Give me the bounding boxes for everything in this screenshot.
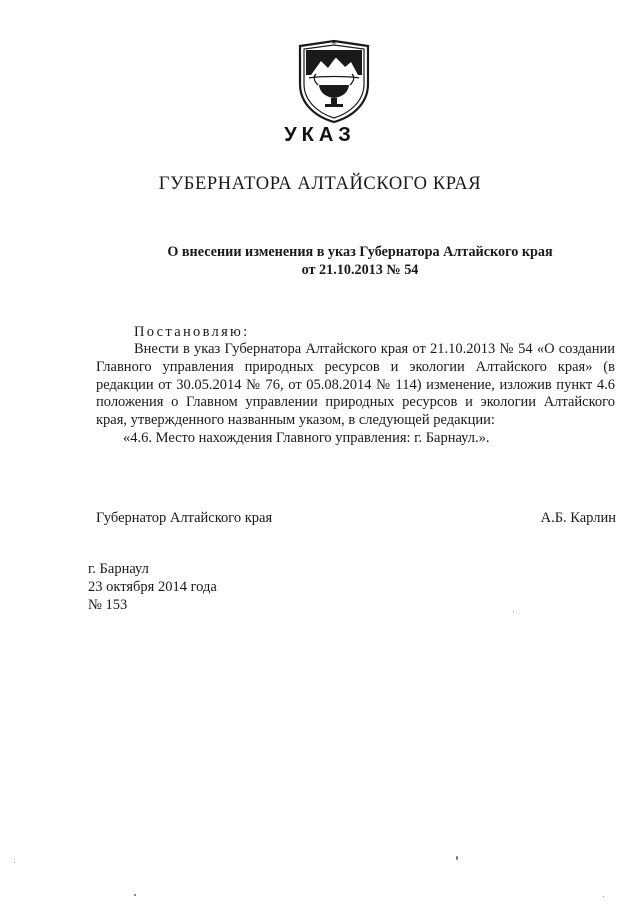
body-quote: «4.6. Место нахождения Главного управления: г. Барнаул.». (123, 429, 490, 446)
body-paragraph: Внести в указ Губернатора Алтайского края от 21.10.2013 № 54 «О создании Главного управления природных ресурсов и экологии Алтайского края» (в редакции от 30.05.2014 № 76, от 05.08.2014 № 114) изменение, изложив пункт 4.6 положения о Главном управлении природных ресурсов и экологии Алтайского края, утвержденного названным указом, в следующей редакции: (96, 341, 615, 429)
signatory-name: А.Б. Карлин (540, 510, 616, 526)
issue-date: 23 октября 2014 года (88, 579, 217, 595)
altai-krai-coat-of-arms-icon (293, 38, 375, 124)
scan-speck (456, 856, 458, 860)
scan-speck (134, 894, 136, 896)
decree-body (96, 341, 615, 448)
issue-place: г. Барнаул (88, 561, 149, 577)
scan-speck (513, 611, 514, 612)
heading-line-2: от 21.10.2013 № 54 (301, 262, 419, 278)
scan-speck (603, 896, 604, 897)
scan-speck (14, 862, 15, 863)
decree-heading (70, 243, 640, 279)
heading-line-1: О внесении изменения в указ Губернатора Алтайского края (167, 244, 553, 260)
preamble: Постановляю: (134, 324, 250, 340)
document-subtitle: ГУБЕРНАТОРА АЛТАЙСКОГО КРАЯ (158, 174, 482, 194)
decree-number: № 153 (88, 597, 128, 613)
signatory-position: Губернатор Алтайского края (96, 510, 273, 526)
document-title: УКАЗ (284, 124, 356, 146)
